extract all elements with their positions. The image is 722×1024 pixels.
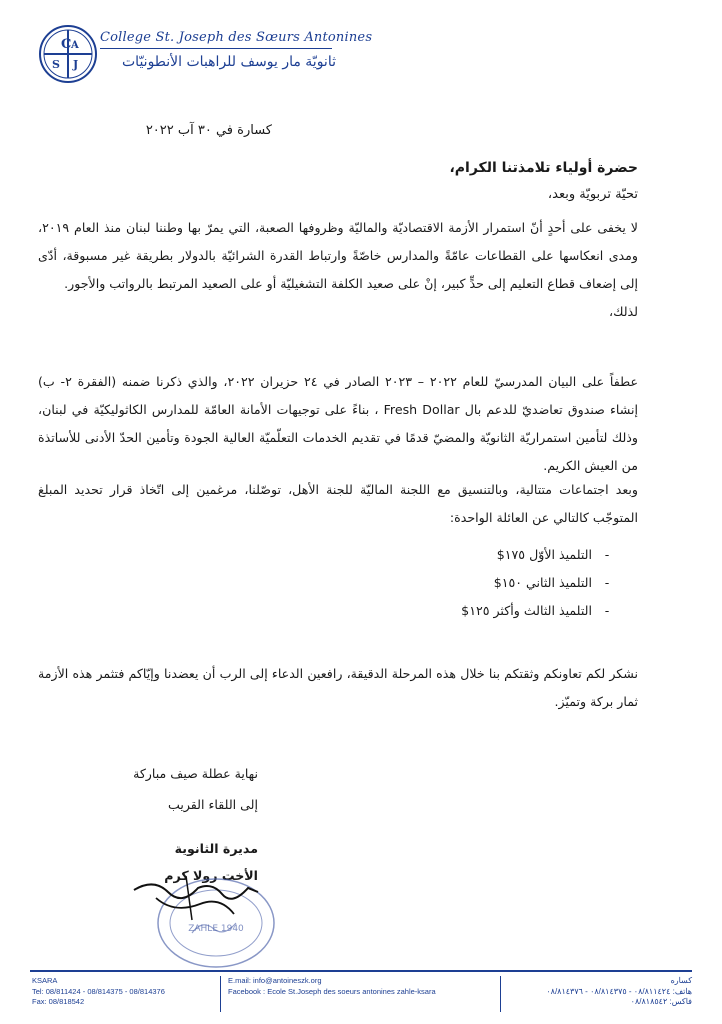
stamp-text: ZAHLE 1940 [188, 924, 244, 934]
list-item [362, 540, 622, 568]
footer-fax-en: Fax: 08/818542 [32, 997, 85, 1006]
fee-list [362, 540, 622, 624]
logo-letter-right: J [73, 58, 79, 71]
logo-letter-left: S [52, 58, 60, 71]
footer-tel-en: Tel: 08/811424 - 08/814375 - 08/814376 [32, 986, 165, 996]
letter-date: كسارة في ٣٠ آب ٢٠٢٢ [145, 123, 272, 138]
footer-email: E.mail: info@antoineszk.org [228, 976, 322, 985]
footer-online [228, 976, 498, 997]
footer-divider [500, 976, 501, 1012]
footer-rule [30, 970, 692, 972]
footer-city-en: KSARA [32, 976, 58, 985]
bullet-dash: - [604, 546, 610, 562]
footer-tel-ar: هاتف: ٠٨/٨١١٤٢٤ - ٠٨/٨١٤٣٧٥ - ٠٨/٨١٤٣٧٦ [546, 986, 692, 996]
paragraph-fund: عطفاً على البيان المدرسيّ للعام ٢٠٢٢ – ٢٠٢٣ الصادر في ٢٤ حزيران ٢٠٢٢، والذي ذكرنا ضمنه (الفقرة ٢- ب) إنشاء صندوق تعاضديّ للدعم بال Fresh Dollar ، بناءً على توجيهات الأمانة العامّة للمدارس الكاثوليكيّة في لبنان، وذلك لتأمين استمراريّة الثانويّة والمضيّ قدمًا في تقديم الخدمات التعلّميّة العالية الجودة وتأمين الحدّ الأدنى للأساتذة من العيش الكريم. [38, 374, 638, 473]
fee-text: التلميذ الأوّل ١٧٥$ [496, 546, 592, 562]
footer-contact-english [32, 976, 212, 1008]
handwritten-signature-icon [126, 868, 276, 928]
fee-text: التلميذ الثالث وأكثر ١٢٥$ [461, 602, 592, 618]
paragraph-decision: وبعد اجتماعات متتالية، وبالتنسيق مع اللجنة الماليّة للجنة الأهل، توصّلنا، مرغمين إلى اتّخاذ قرار تحديد المبلغ المتوجّب كالتالي عن العائلة الواحدة: [38, 482, 638, 525]
bullet-dash: - [604, 602, 610, 618]
footer-city-ar: كساره [670, 976, 692, 985]
closing-farewell: إلى اللقاء القريب [167, 797, 258, 812]
logo-letter-top: C [61, 37, 72, 52]
fee-text: التلميذ الثاني ١٥٠$ [493, 574, 592, 590]
paragraph-crisis [38, 214, 638, 326]
salutation: حضرة أولياء تلامذتنا الكرام، [449, 160, 638, 176]
footer-fax-ar: فاكس: ٠٨/٨١٨٥٤٢ [630, 997, 692, 1006]
footer-facebook: Facebook : Ecole St.Joseph des soeurs antonines zahle-ksara [228, 986, 436, 996]
paragraph-crisis-text: لا يخفى على أحدٍ أنّ استمرار الأزمة الاقتصاديّة والماليّة وظروفها الصعبة، التي يمرّ بها وطننا لبنان منذ العام ٢٠١٩، ومدى انعكاسها على القطاعات عامّةً والمدارس خاصّةً وارتباط القدرة الشرائيّة بالدولار بطريقة غير مسبوقة، أدّى إلى إضعاف قطاع التعليم إلى حدٍّ كبير، إنْ على صعيد الكلفة التشغيليّة أو على الصعيد المرتبط بالرواتب والأجور. [38, 220, 638, 291]
school-logo [38, 24, 98, 84]
school-name-french: College St. Joseph des Sœurs Antonines [100, 30, 373, 45]
header-rule [100, 48, 332, 49]
list-item [362, 568, 622, 596]
signer-title: مديرة الثانوية [174, 841, 258, 856]
logo-letter-center: A [71, 40, 79, 51]
bullet-dash: - [604, 574, 610, 590]
closing-wish: نهاية عطلة صيف مباركة [133, 766, 258, 781]
footer-divider [220, 976, 221, 1012]
school-name-arabic: ثانويّة مار يوسف للراهبات الأنطونيّات [122, 54, 336, 70]
therefore-line: لذلك، [609, 304, 638, 319]
footer-contact-arabic [512, 976, 692, 1008]
signer-name: الأخت رولا كرم [164, 868, 258, 883]
paragraph-thanks: نشكر لكم تعاونكم وثقتكم بنا خلال هذه المرحلة الدقيقة، رافعين الدعاء إلى الرب أن يعضدنا وإيّاكم فتثمر هذه الأزمة ثمار بركة وتميّز. [38, 666, 638, 709]
greeting: تحيّة تربويّة وبعد، [547, 187, 638, 202]
list-item [362, 596, 622, 624]
